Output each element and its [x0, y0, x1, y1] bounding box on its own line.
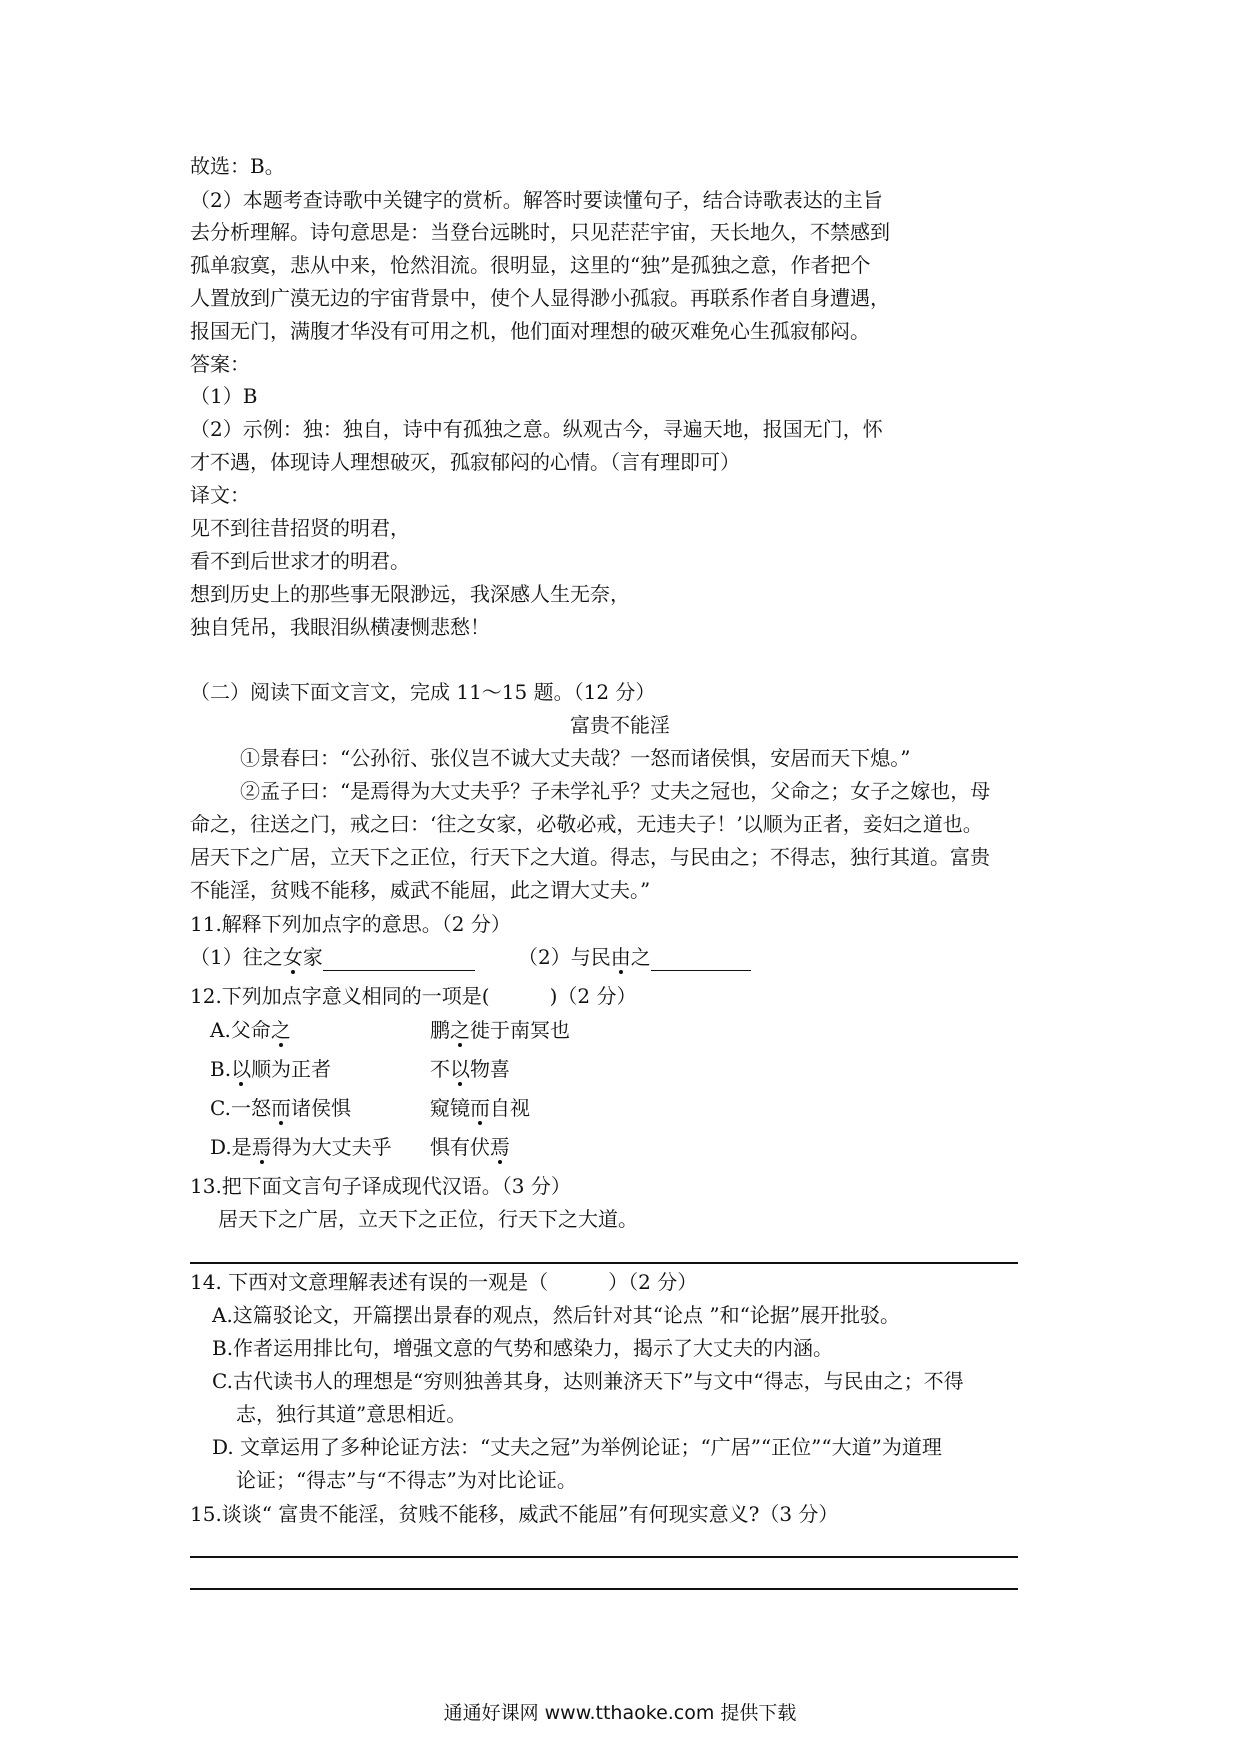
question-11-item-2 — [518, 943, 751, 971]
option-text: 物喜 — [470, 1057, 510, 1081]
option-d-left[interactable] — [210, 1133, 392, 1161]
analysis-line: 人置放到广漠无边的宇宙背景中，使个人显得渺小孤寂。再联系作者自身遭遇， — [190, 286, 890, 310]
dotted-char: 焉 — [490, 1135, 510, 1159]
translation-line: 想到历史上的那些事无限渺远，我深感人生无奈， — [190, 582, 630, 606]
question-14-option-d-cont: 论证；“得志”与“不得志”为对比论证。 — [236, 1468, 577, 1492]
option-text: 自视 — [490, 1096, 530, 1120]
translation-line: 独自凭吊，我眼泪纵横凄恻悲愁！ — [190, 615, 490, 639]
dotted-char: 而 — [470, 1096, 490, 1120]
option-text: D.是 — [210, 1135, 252, 1159]
answer-line-rule[interactable] — [190, 1556, 1018, 1558]
option-text: 鹏 — [430, 1018, 450, 1042]
passage-line: 命之，往送之门，戒之曰：‘往之女家，必敬必戒，无违夫子！’以顺为正者，妾妇之道也。 — [190, 812, 983, 836]
option-a-left[interactable] — [210, 1016, 291, 1044]
dotted-char: 焉 — [251, 1135, 272, 1159]
analysis-line: 故选：B。 — [190, 154, 285, 178]
answer-line-rule[interactable] — [190, 1588, 1018, 1590]
question-11-item-1 — [190, 943, 475, 971]
dotted-char: 以 — [231, 1057, 252, 1081]
item-text: 之 — [630, 945, 651, 969]
dotted-char: 由 — [610, 945, 631, 969]
item-text: （2）与民 — [518, 945, 611, 969]
dotted-char: 以 — [450, 1057, 470, 1081]
answer-blank[interactable] — [651, 948, 751, 971]
question-14-stem: 14. 下西对文意理解表述有误的一观是（ ）（2 分） — [190, 1270, 698, 1294]
translation-line: 见不到往昔招贤的明君， — [190, 516, 410, 540]
answer-line: 才不遇，体现诗人理想破灭，孤寂郁闷的心情。（言有理即可） — [190, 450, 740, 474]
option-b-right — [430, 1055, 510, 1083]
question-15-stem: 15.谈谈“ 富贵不能淫，贫贱不能移，威武不能屈”有何现实意义?（3 分） — [190, 1502, 839, 1526]
analysis-line: 报国无门，满腹才华没有可用之机，他们面对理想的破灭难免心生孤寂郁闷。 — [190, 319, 870, 343]
answer-blank[interactable] — [323, 948, 475, 971]
answer-line-rule[interactable] — [190, 1262, 1018, 1264]
question-14-option-b[interactable]: B.作者运用排比句，增强文意的气势和感染力，揭示了大丈夫的内涵。 — [212, 1336, 834, 1360]
item-text: 家 — [302, 945, 323, 969]
question-14-option-a[interactable]: A.这篇驳论文，开篇摆出景春的观点，然后针对其“论点 ”和“论据”展开批驳。 — [212, 1303, 901, 1327]
question-14-option-c-cont: 志，独行其道”意思相近。 — [236, 1402, 467, 1426]
option-text: B. — [210, 1057, 232, 1081]
translation-label: 译文： — [190, 483, 250, 507]
option-text: 得为大丈夫乎 — [271, 1135, 392, 1159]
option-d-right — [430, 1133, 510, 1161]
passage-line: ②孟子曰：“是焉得为大丈夫乎？子未学礼乎？丈夫之冠也，父命之；女子之嫁也，母 — [240, 779, 991, 803]
analysis-line: 去分析理解。诗句意思是：当登台远眺时，只见茫茫宇宙，天长地久，不禁感到 — [190, 220, 890, 244]
option-b-left[interactable] — [210, 1055, 331, 1083]
answer-line: （1）B — [190, 384, 258, 408]
option-text: 顺为正者 — [251, 1057, 332, 1081]
option-c-right — [430, 1094, 530, 1122]
question-13-stem: 13.把下面文言句子译成现代汉语。（3 分） — [190, 1174, 571, 1198]
section-header: （二）阅读下面文言文，完成 11～15 题。（12 分） — [190, 680, 656, 704]
dotted-char: 之 — [450, 1018, 470, 1042]
option-c-left[interactable] — [210, 1094, 351, 1122]
question-11-stem: 11.解释下列加点字的意思。（2 分） — [190, 912, 511, 936]
option-text: A.父命 — [210, 1018, 271, 1042]
analysis-line: （2）本题考查诗歌中关键字的赏析。解答时要读懂句子，结合诗歌表达的主旨 — [190, 188, 883, 212]
passage-line: ①景春曰：“公孙衍、张仪岂不诚大丈夫哉？一怒而诸侯惧，安居而天下熄。” — [240, 746, 911, 770]
question-13-sentence: 居天下之广居，立天下之正位，行天下之大道。 — [218, 1207, 638, 1231]
dotted-char: 而 — [270, 1096, 291, 1120]
passage-title: 富贵不能淫 — [570, 713, 670, 737]
option-text: 窥镜 — [430, 1096, 470, 1120]
passage-line: 不能淫，贫贱不能移，威武不能屈，此之谓大丈夫。” — [190, 878, 651, 902]
analysis-line: 孤单寂寞，悲从中来，怆然泪流。很明显，这里的“独”是孤独之意，作者把个 — [190, 253, 871, 277]
option-a-right — [430, 1016, 570, 1044]
question-14-option-d[interactable]: D. 文章运用了多种论证方法：“丈夫之冠”为举例论证；“广居”“正位”“大道”为道理 — [212, 1435, 942, 1459]
question-14-option-c[interactable]: C.古代读书人的理想是“穷则独善其身，达则兼济天下”与文中“得志，与民由之；不得 — [212, 1369, 964, 1393]
question-12-stem: 12.下列加点字意义相同的一项是( )（2 分） — [190, 984, 637, 1008]
option-text: 不 — [430, 1057, 450, 1081]
translation-line: 看不到后世求才的明君。 — [190, 549, 410, 573]
footer-credit: 通通好课网 www.tthaoke.com 提供下载 — [443, 1702, 797, 1724]
option-text: 徙于南冥也 — [470, 1018, 570, 1042]
answer-label: 答案： — [190, 352, 250, 376]
passage-line: 居天下之广居，立天下之正位，行天下之大道。得志，与民由之；不得志，独行其道。富贵 — [190, 845, 990, 869]
item-text: （1）往之 — [190, 945, 283, 969]
option-text: 惧有伏 — [430, 1135, 490, 1159]
option-text: 诸侯惧 — [290, 1096, 351, 1120]
option-text: C.一怒 — [210, 1096, 271, 1120]
dotted-char: 之 — [270, 1018, 291, 1042]
answer-line: （2）示例：独：独自，诗中有孤独之意。纵观古今，寻遍天地，报国无门，怀 — [190, 417, 883, 441]
dotted-char: 女 — [282, 945, 303, 969]
